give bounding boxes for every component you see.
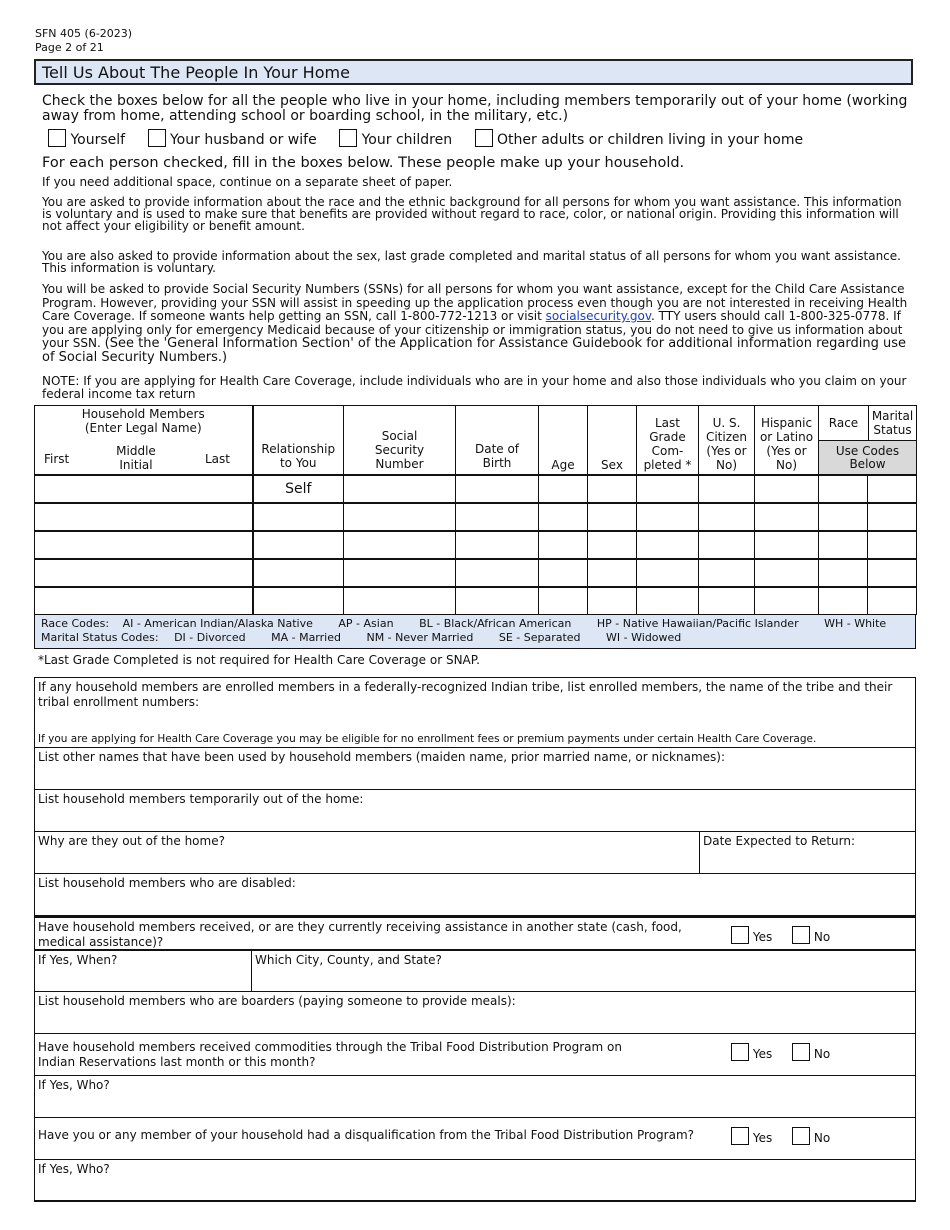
if-yes-who-field-2[interactable] [34,1160,916,1202]
note-text: NOTE: If you are applying for Health Care Coverage, include individuals who are in your home and also those individuals who you claim on your federal income tax return [42,374,907,401]
age-cell[interactable] [539,587,588,615]
name-cell[interactable] [35,531,253,559]
col-race: Race [819,406,869,440]
no-label: No [813,1047,831,1061]
checkbox-box[interactable] [339,129,357,147]
option-label: Your husband or wife [169,132,317,148]
no-label: No [813,930,831,944]
hispanic-cell[interactable] [755,559,819,587]
col-last: Last [205,452,230,466]
race-marital-header [819,406,917,476]
marital-cell[interactable] [868,503,917,531]
disqualification-yes-no [731,1127,830,1145]
relationship-cell[interactable] [253,559,344,587]
option-label: Other adults or children living in your home [497,132,804,148]
race-cell[interactable] [819,475,868,503]
option-label: Your children [361,132,453,148]
dob-cell[interactable] [456,475,539,503]
fill-instructions: For each person checked, fill in the boxes below. These people make up your household. [42,155,685,171]
age-cell[interactable] [539,559,588,587]
marital-codes-row [41,631,909,645]
hispanic-cell[interactable] [755,503,819,531]
col-dob: Date of Birth [456,406,539,476]
no-checkbox[interactable] [792,1127,810,1145]
if-yes-who-label: If Yes, Who? [38,1078,110,1092]
col-first: First [44,452,70,466]
checkbox-spouse[interactable] [148,132,317,148]
race-code: AP - Asian [338,617,394,630]
col-ssn: Social Security Number [344,406,456,476]
ssn-cell[interactable] [344,531,456,559]
race-code: BL - Black/African American [419,617,572,630]
space-note: If you need additional space, continue on a separate sheet of paper. [42,175,453,189]
col-marital-status: Marital Status [871,409,914,437]
relationship-cell[interactable] [253,531,344,559]
other-state-yes-no [731,926,830,944]
disabled-field[interactable] [34,874,916,916]
ssn-cell[interactable] [344,475,456,503]
marital-cell[interactable] [868,531,917,559]
race-code: AI - American Indian/Alaska Native [122,617,313,630]
ssn-cell[interactable] [344,587,456,615]
marital-cell[interactable] [868,475,917,503]
sex-cell[interactable] [588,503,637,531]
marital-code: WI - Widowed [606,631,682,644]
disqualification-row [34,1118,916,1160]
marital-cell[interactable] [868,587,917,615]
member-type-options [48,129,918,148]
when-where-row [34,950,916,992]
boarders-label: List household members who are boarders (paying someone to provide meals): [38,994,516,1008]
tribe-enrollment-field[interactable] [34,677,916,748]
temp-out-label: List household members temporarily out of the home: [38,792,364,806]
use-codes-note: Use Codes Below [819,441,916,474]
checkbox-box[interactable] [475,129,493,147]
group-header-label: Household Members (Enter Legal Name) [81,407,205,435]
no-checkbox[interactable] [792,1043,810,1061]
disabled-label: List household members who are disabled: [38,876,296,890]
commodities-row [34,1034,916,1076]
boarders-field[interactable] [34,992,916,1034]
temp-out-field[interactable] [34,790,916,832]
other-state-question: Have household members received, or are they currently receiving assistance in another state (cash, food, medical assistance)? [38,920,682,949]
household-members-header [35,406,253,476]
name-cell[interactable] [35,475,253,503]
sex-info-text: You are also asked to provide information about the sex, last grade completed and marital status of all persons for whom you want assistance. This information is voluntary. [42,249,901,275]
why-out-field[interactable] [35,832,700,873]
hispanic-cell[interactable] [755,587,819,615]
grade-cell[interactable] [637,503,699,531]
checkbox-other-members[interactable] [475,132,804,148]
relationship-cell[interactable] [253,587,344,615]
if-yes-when-field[interactable] [35,951,252,992]
yes-checkbox[interactable] [731,1043,749,1061]
marital-code: DI - Divorced [174,631,246,644]
race-codes-label: Race Codes: [41,617,110,630]
tribe-question: If any household members are enrolled members in a federally-recognized Indian tribe, list enrolled members, the name of the tribe and their tribal enrollment numbers: [38,680,893,709]
which-city-label: Which City, County, and State? [255,953,442,967]
form-id: SFN 405 (6-2023) [35,27,133,40]
race-code: WH - White [824,617,887,630]
yes-label: Yes [752,1047,773,1061]
race-cell[interactable] [819,531,868,559]
disqualification-question: Have you or any member of your household had a disqualification from the Tribal Food Distribution Program? [38,1128,695,1142]
age-cell[interactable] [539,531,588,559]
race-cell[interactable] [819,559,868,587]
marital-code: SE - Separated [498,631,581,644]
col-relationship: Relationship to You [253,406,344,476]
tribe-note: If you are applying for Health Care Coverage you may be eligible for no enrollment fees or premium payments under certain Health Care Coverage. [38,733,817,745]
sex-cell[interactable] [588,531,637,559]
grade-cell[interactable] [637,475,699,503]
citizen-cell[interactable] [699,531,755,559]
check-instructions: Check the boxes below for all the people who live in your home, including members temporarily out of your home (working away from home, attending school or boarding school, in the military, etc.) [42,93,908,124]
name-cell[interactable] [35,503,253,531]
dob-cell[interactable] [456,531,539,559]
name-cell[interactable] [35,587,253,615]
race-codes-row [41,617,909,631]
dob-cell[interactable] [456,503,539,531]
checkbox-children[interactable] [339,132,452,148]
if-yes-when-label: If Yes, When? [38,953,118,967]
citizen-cell[interactable] [699,503,755,531]
why-out-row [34,832,916,874]
dob-cell[interactable] [456,587,539,615]
yes-checkbox[interactable] [731,926,749,944]
yes-label: Yes [752,1131,773,1145]
relationship-self: Self [253,475,344,503]
no-label: No [813,1131,831,1145]
dob-cell[interactable] [456,559,539,587]
other-names-field[interactable] [34,748,916,790]
why-out-label: Why are they out of the home? [38,834,225,848]
ssn-cell[interactable] [344,503,456,531]
race-info-text: You are asked to provide information about the race and the ethnic background for all persons for whom you want assistance. This information is voluntary and is used to make sure that benefits are provided without regard to race, color, or national origin. Providing this information will not affect your eligibility or benefit amount. [42,195,902,233]
commodities-yes-no [731,1043,830,1061]
marital-code: MA - Married [271,631,341,644]
date-return-field[interactable] [700,832,858,851]
page-number: Page 2 of 21 [35,41,104,54]
grade-cell[interactable] [637,531,699,559]
hispanic-cell[interactable] [755,475,819,503]
age-cell[interactable] [539,475,588,503]
if-yes-who-field-1[interactable] [34,1076,916,1118]
citizen-cell[interactable] [699,559,755,587]
yes-label: Yes [752,930,773,944]
checkbox-box[interactable] [148,129,166,147]
if-yes-who-label: If Yes, Who? [38,1162,110,1176]
name-cell[interactable] [35,559,253,587]
relationship-cell[interactable] [253,503,344,531]
ssn-cell[interactable] [344,559,456,587]
grade-cell[interactable] [637,587,699,615]
date-return-label: Date Expected to Return: [703,834,856,848]
socialsecurity-link[interactable]: socialsecurity.gov [545,309,652,323]
sex-cell[interactable] [588,559,637,587]
citizen-cell[interactable] [699,475,755,503]
other-names-label: List other names that have been used by household members (maiden name, prior married name, or nicknames): [38,750,725,764]
race-cell[interactable] [819,587,868,615]
age-cell[interactable] [539,503,588,531]
marital-cell[interactable] [868,559,917,587]
marital-code: NM - Never Married [366,631,474,644]
code-legend [34,614,916,649]
sex-cell[interactable] [588,587,637,615]
citizen-cell[interactable] [699,587,755,615]
no-checkbox[interactable] [792,926,810,944]
grade-footnote: *Last Grade Completed is not required for Health Care Coverage or SNAP. [38,653,480,667]
checkbox-box[interactable] [48,129,66,147]
col-sex: Sex [588,406,637,476]
ssn-info-text: You will be asked to provide Social Security Numbers (SSNs) for all persons for whom you want assistance, except for the Child Care Assistance Program. However, providing your SSN will assist in speeding up the application process even though you are not interested in receiving Health Care Coverage. If someone wants help getting an SSN, call 1-800-772-1213 or visit socialsecurity.gov. TTY users should call 1-800-325-0778. If you are applying only for emergency Medicaid because of your citizenship or immigration status, you do not need to give us information about your SSN. (See the 'General Information Section' of the Application for Assistance Guidebook for additional information regarding use of Social Security Numbers.) [42,282,908,365]
race-cell[interactable] [819,503,868,531]
other-state-row [34,916,916,950]
which-city-field[interactable] [252,951,445,970]
hispanic-cell[interactable] [755,531,819,559]
section-title: Tell Us About The People In Your Home [34,59,913,85]
col-last-grade: Last Grade Com-pleted * [637,406,699,476]
yes-checkbox[interactable] [731,1127,749,1145]
checkbox-yourself[interactable] [48,132,125,148]
commodities-question: Have household members received commodities through the Tribal Food Distribution Program on Indian Reservations last month or this month? [38,1040,622,1069]
marital-codes-label: Marital Status Codes: [41,631,159,644]
col-us-citizen: U. S. Citizen (Yes or No) [699,406,755,476]
col-middle-initial: Middle Initial [116,444,156,472]
sex-cell[interactable] [588,475,637,503]
grade-cell[interactable] [637,559,699,587]
col-hispanic: Hispanic or Latino (Yes or No) [755,406,819,476]
race-code: HP - Native Hawaiian/Pacific Islander [596,617,799,630]
option-label: Yourself [70,132,126,148]
household-members-table [34,405,917,615]
col-age: Age [539,406,588,476]
